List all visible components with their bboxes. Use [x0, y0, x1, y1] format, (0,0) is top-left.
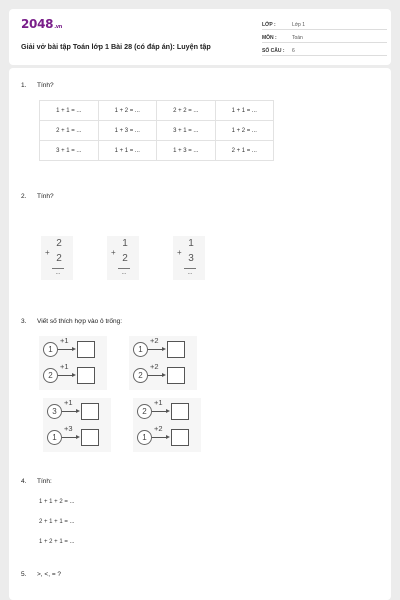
operation-label: +1 — [154, 398, 163, 407]
question-text: Tính? — [37, 193, 54, 200]
vertical-addition — [107, 236, 139, 280]
question-text: Tính: — [37, 478, 52, 485]
question-5 — [21, 571, 61, 578]
answer-blank: ... — [55, 270, 61, 276]
table-cell: 1 + 3 = ... — [157, 141, 216, 161]
start-circle: 1 — [133, 342, 148, 357]
operation-label: +1 — [64, 398, 73, 407]
start-circle: 2 — [43, 368, 58, 383]
plus-sign: + — [177, 248, 182, 257]
addend-top: 2 — [56, 238, 62, 249]
number-chain — [45, 424, 109, 448]
table-cell: 1 + 2 = ... — [215, 121, 274, 141]
sum-line — [184, 268, 196, 269]
chain-group — [133, 398, 201, 452]
table-cell: 2 + 1 = ... — [215, 141, 274, 161]
sum-line — [52, 268, 64, 269]
question-text: Viết số thích hợp vào ô trống: — [37, 318, 123, 325]
sum-line — [118, 268, 130, 269]
addend-top: 1 — [122, 238, 128, 249]
calc-table — [39, 100, 274, 161]
table-cell: 1 + 2 = ... — [98, 101, 157, 121]
number-chain — [45, 398, 109, 422]
operation-label: +1 — [60, 336, 69, 345]
start-circle: 3 — [47, 404, 62, 419]
addend-bottom: 2 — [56, 253, 62, 264]
operation-label: +2 — [154, 424, 163, 433]
question-number: 2. — [21, 193, 27, 200]
question-text: >, <, = ? — [37, 571, 62, 578]
answer-box[interactable] — [81, 403, 99, 420]
question-2 — [21, 193, 54, 200]
start-circle: 2 — [137, 404, 152, 419]
meta-value: Toán — [292, 35, 303, 41]
number-chain — [135, 424, 199, 448]
answer-box[interactable] — [77, 367, 95, 384]
site-logo[interactable]: 2048.vn — [21, 17, 63, 31]
operation-label: +3 — [64, 424, 73, 433]
start-circle: 1 — [43, 342, 58, 357]
expression-line: 1 + 1 + 2 = ... — [39, 499, 75, 505]
number-chain — [131, 336, 195, 360]
answer-box[interactable] — [81, 429, 99, 446]
table-cell: 2 + 2 = ... — [157, 101, 216, 121]
answer-box[interactable] — [171, 429, 189, 446]
meta-key: LỚP : — [262, 22, 276, 28]
number-chain — [135, 398, 199, 422]
meta-value: Lớp 1 — [292, 22, 306, 28]
question-number: 3. — [21, 318, 27, 325]
answer-blank: ... — [187, 270, 193, 276]
answer-blank: ... — [121, 270, 127, 276]
exercise-content — [9, 68, 391, 600]
operation-label: +2 — [150, 362, 159, 371]
document-header — [9, 9, 391, 65]
meta-class — [262, 19, 387, 30]
answer-box[interactable] — [171, 403, 189, 420]
table-row — [40, 101, 274, 121]
question-text: Tính? — [37, 82, 54, 89]
table-cell: 1 + 1 = ... — [215, 101, 274, 121]
table-row — [40, 121, 274, 141]
addend-bottom: 2 — [122, 253, 128, 264]
question-3 — [21, 318, 122, 325]
answer-box[interactable] — [167, 341, 185, 358]
plus-sign: + — [45, 248, 50, 257]
chain-group — [43, 398, 111, 452]
table-cell: 2 + 1 = ... — [40, 121, 99, 141]
table-row — [40, 141, 274, 161]
answer-box[interactable] — [167, 367, 185, 384]
start-circle: 2 — [133, 368, 148, 383]
start-circle: 1 — [47, 430, 62, 445]
addend-top: 1 — [188, 238, 194, 249]
table-cell: 1 + 3 = ... — [98, 121, 157, 141]
operation-label: +1 — [60, 362, 69, 371]
question-number: 5. — [21, 571, 27, 578]
chain-group — [129, 336, 197, 390]
table-cell: 3 + 1 = ... — [157, 121, 216, 141]
question-number: 1. — [21, 82, 27, 89]
expression-line: 2 + 1 + 1 = ... — [39, 519, 75, 525]
start-circle: 1 — [137, 430, 152, 445]
operation-label: +2 — [150, 336, 159, 345]
meta-key: SỐ CÂU : — [262, 48, 285, 54]
answer-box[interactable] — [77, 341, 95, 358]
number-chain — [41, 362, 105, 386]
meta-value: 6 — [292, 48, 295, 54]
question-1 — [21, 82, 54, 89]
table-cell: 3 + 1 = ... — [40, 141, 99, 161]
vertical-addition — [41, 236, 73, 280]
document-title: Giải vở bài tập Toán lớp 1 Bài 28 (có đáp án): Luyện tập — [21, 42, 211, 51]
vertical-addition — [173, 236, 205, 280]
number-chain — [41, 336, 105, 360]
meta-question-count — [262, 45, 387, 56]
question-number: 4. — [21, 478, 27, 485]
plus-sign: + — [111, 248, 116, 257]
meta-subject — [262, 32, 387, 43]
number-chain — [131, 362, 195, 386]
chain-group — [39, 336, 107, 390]
expression-line: 1 + 2 + 1 = ... — [39, 539, 75, 545]
table-cell: 1 + 1 = ... — [40, 101, 99, 121]
addend-bottom: 3 — [188, 253, 194, 264]
question-4 — [21, 478, 52, 485]
table-cell: 1 + 1 = ... — [98, 141, 157, 161]
meta-key: MÔN : — [262, 35, 277, 41]
